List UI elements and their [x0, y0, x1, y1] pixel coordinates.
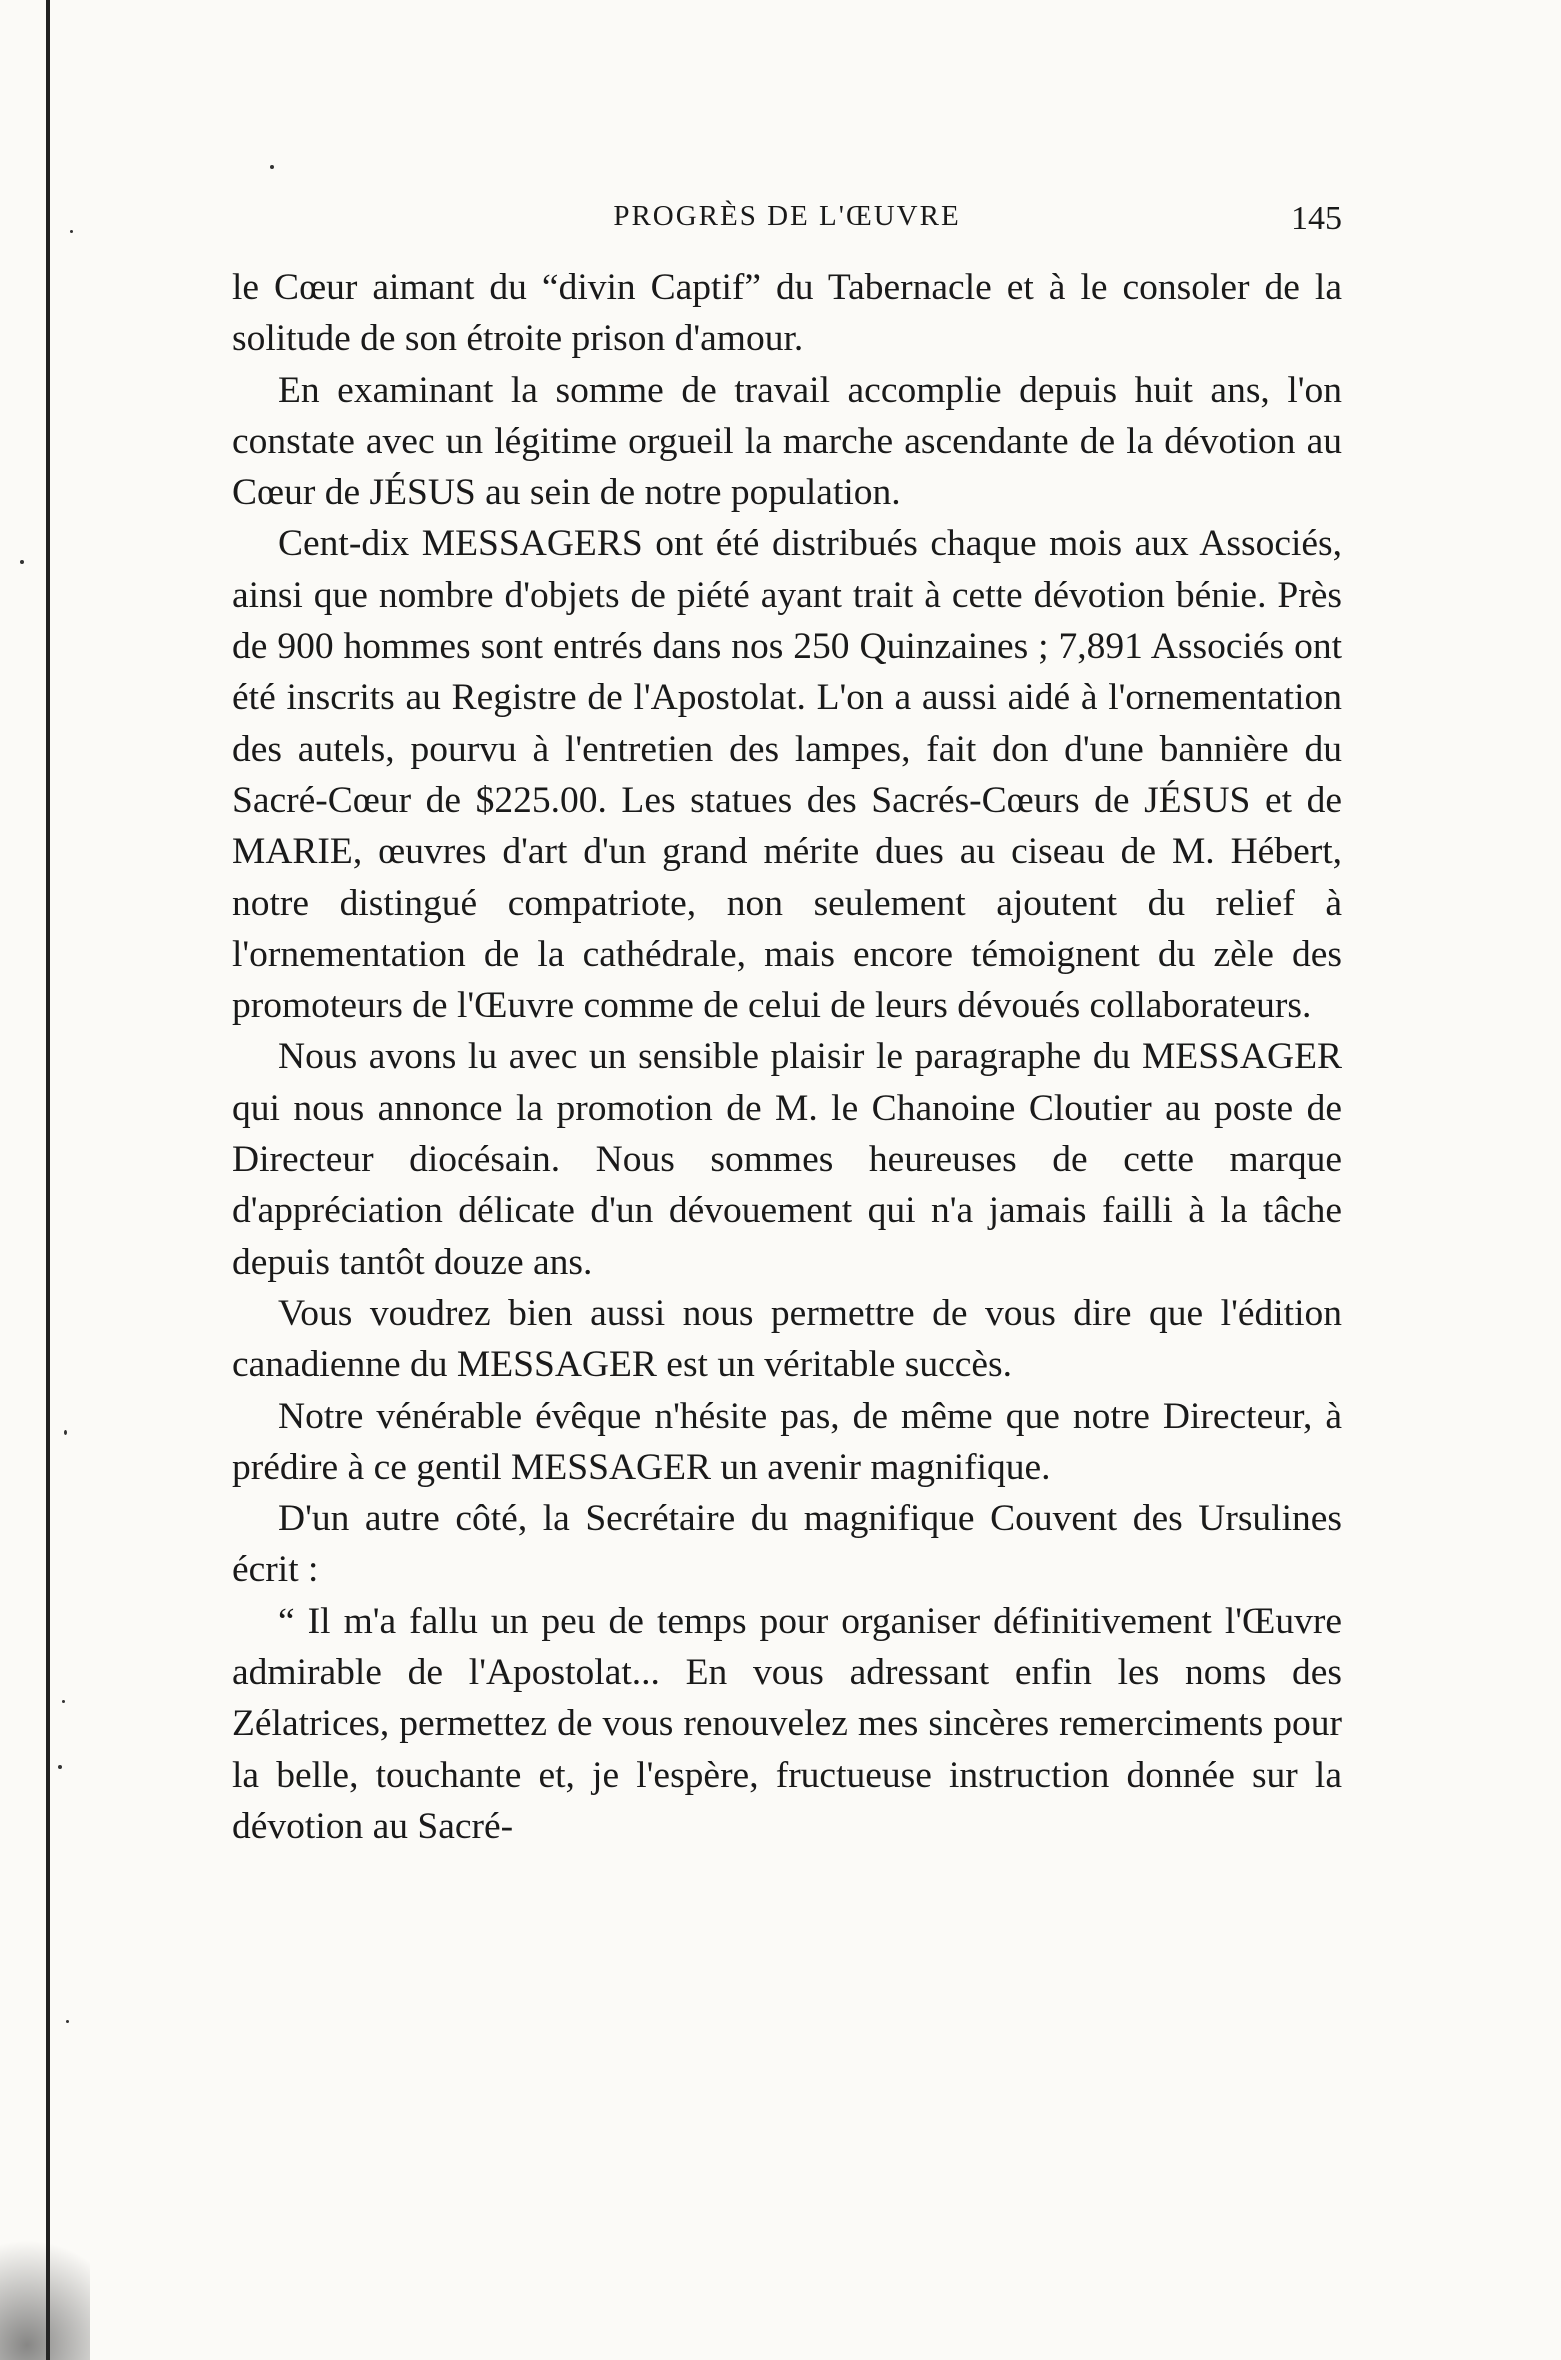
- paragraph: Vous voudrez bien aussi nous permettre de vous dire que l'édition canadienne du MESSAGER est un véritable succès.: [232, 1292, 1342, 1386]
- paragraph: “ Il m'a fallu un peu de temps pour organiser définitivement l'Œuvre admirable de l'Apostolat... En vous adressant enfin les noms des Zélatrices, permettez de vous renouvelez mes sincères remerciments pour la belle, touchante et, je l'espère, fructueuse instruction donnée sur la dévotion au Sacré-: [232, 1600, 1342, 1847]
- body-text: [232, 262, 1342, 1852]
- paragraph: Nous avons lu avec un sensible plaisir le paragraphe du MESSAGER qui nous annonce la promotion de M. le Chanoine Cloutier au poste de Directeur diocésain. Nous sommes heureuses de cette marque d'appréciation délicate d'un dévouement qui n'a jamais failli à la tâche depuis tantôt douze ans.: [232, 1036, 1342, 1283]
- page-number: 145: [1291, 200, 1342, 237]
- running-title: PROGRÈS DE L'ŒUVRE: [613, 200, 961, 232]
- paragraph: Notre vénérable évêque n'hésite pas, de même que notre Directeur, à prédire à ce gentil MESSAGER un avenir magnifique.: [232, 1395, 1342, 1488]
- scan-noise: [0, 0, 80, 2360]
- paragraph: D'un autre côté, la Secrétaire du magnifique Couvent des Ursulines écrit :: [232, 1498, 1342, 1591]
- page-header: [232, 200, 1342, 250]
- paragraph: En examinant la somme de travail accomplie depuis huit ans, l'on constate avec un légitime orgueil la marche ascendante de la dévotion au Cœur de JÉSUS au sein de notre population.: [232, 369, 1342, 514]
- paragraph: Cent-dix MESSAGERS ont été distribués chaque mois aux Associés, ainsi que nombre d'objets de piété ayant trait à cette dévotion bénie. Près de 900 hommes sont entrés dans nos 250 Quinzaines ; 7,891 Associés ont été inscrits au Registre de l'Apostolat. L'on a aussi aidé à l'ornementation des autels, pourvu à l'entretien des lampes, fait don d'une bannière du Sacré-Cœur de $225.00. Les statues des Sacrés-Cœurs de JÉSUS et de MARIE, œuvres d'art d'un grand mérite dues au ciseau de M. Hébert, notre distingué compatriote, non seulement ajoutent du relief à l'ornementation de la cathédrale, mais encore témoignent du zèle des promoteurs de l'Œuvre comme de celui de leurs dévoués collaborateurs.: [232, 523, 1342, 1027]
- paragraph: le Cœur aimant du “divin Captif” du Tabernacle et à le consoler de la solitude de son étroite prison d'amour.: [232, 267, 1342, 360]
- scan-corner-shadow: [0, 2210, 90, 2360]
